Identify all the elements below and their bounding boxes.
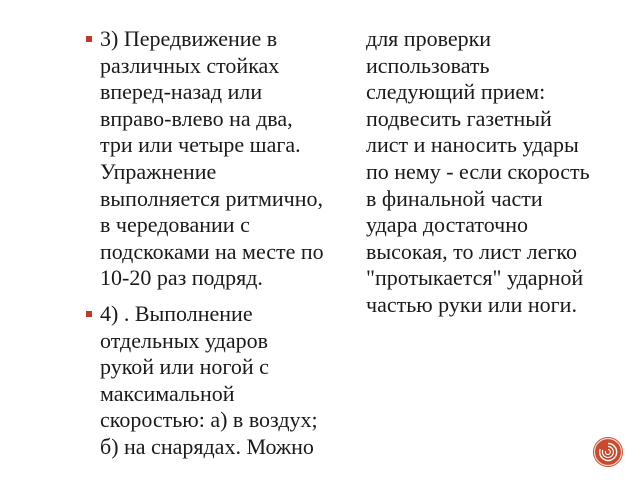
- paragraph-line: вперед-назад или: [100, 79, 263, 105]
- paragraph-line: следующий прием:: [366, 79, 546, 105]
- paragraph-line: для проверки: [366, 26, 492, 51]
- paragraph-line: 10-20 раз подряд.: [100, 265, 263, 291]
- paragraph-line: 3) Передвижение в: [100, 26, 278, 51]
- paragraph-line: вправо-влево на два,: [100, 105, 293, 131]
- paragraph-line: использовать: [366, 52, 490, 78]
- paragraph-line: удара достаточно: [366, 212, 529, 238]
- paragraph-line: отдельных ударов: [100, 327, 269, 353]
- paragraph-line: максимальной: [100, 380, 235, 406]
- paragraph-line: в чередовании с: [100, 212, 250, 238]
- right-text-column: [366, 26, 616, 328]
- square-bullet-icon: [86, 36, 92, 42]
- paragraph-line: рукой или ногой с: [100, 354, 269, 380]
- swirl-return-icon: [593, 437, 623, 467]
- return-nav-button[interactable]: [593, 437, 623, 467]
- continuation-paragraph: [366, 26, 616, 319]
- paragraph-line: скоростью: а) в воздух;: [100, 407, 318, 433]
- paragraph-line: 4) . Выполнение: [100, 300, 253, 326]
- paragraph-line: три или четыре шага.: [100, 132, 301, 158]
- paragraph-line: в финальной части: [366, 185, 543, 211]
- paragraph-line: подвесить газетный: [366, 105, 552, 131]
- paragraph-line: по нему - если скорость: [366, 158, 590, 184]
- paragraph-line: частью руки или ноги.: [366, 291, 577, 317]
- paragraph-line: высокая, то лист легко: [366, 238, 577, 264]
- left-text-column: [86, 26, 348, 470]
- paragraph-line: лист и наносить удары: [366, 132, 579, 158]
- square-bullet-icon: [86, 311, 92, 317]
- paragraph-line: б) на снарядах. Можно: [100, 433, 314, 459]
- paragraph-line: различных стойках: [100, 52, 280, 78]
- paragraph-line: выполняется ритмично,: [100, 185, 323, 211]
- paragraph-line: Упражнение: [100, 158, 217, 184]
- paragraph-line: подскоками на месте по: [100, 238, 324, 264]
- paragraph-line: "протыкается" ударной: [366, 265, 584, 291]
- bullet-paragraph-4: [86, 301, 348, 461]
- bullet-paragraph-3: [86, 26, 348, 292]
